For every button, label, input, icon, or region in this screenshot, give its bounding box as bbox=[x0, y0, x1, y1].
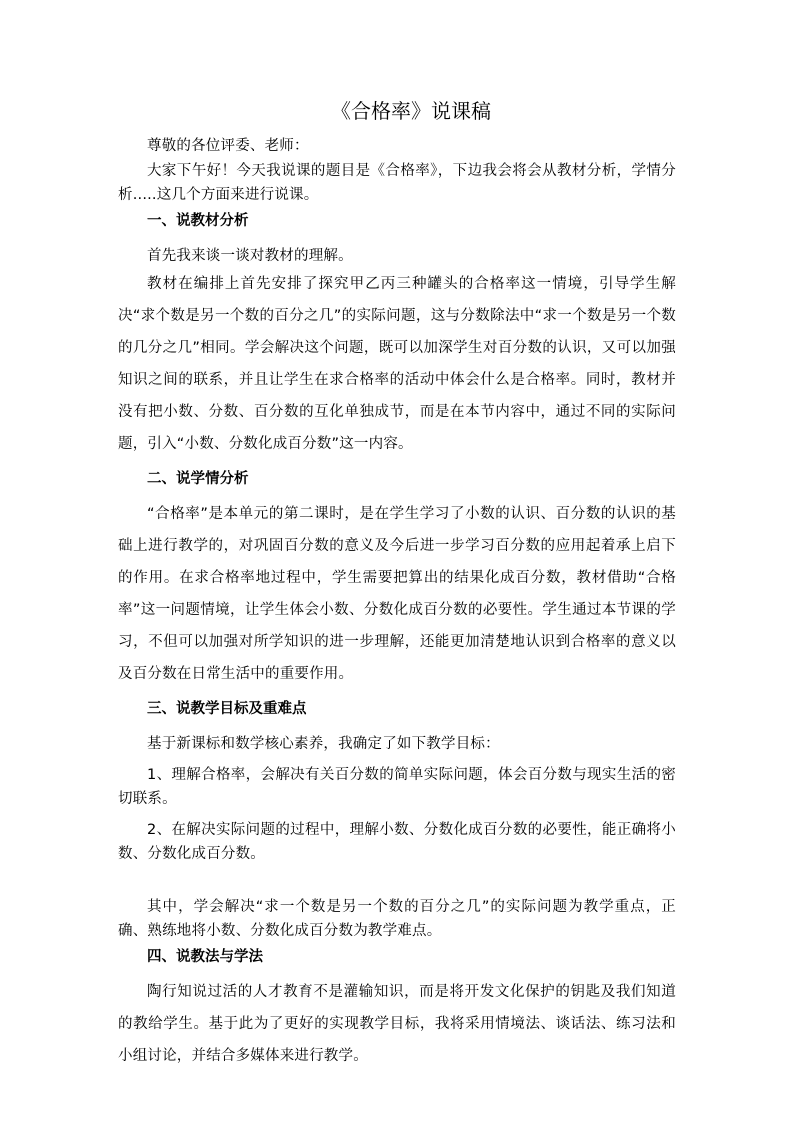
document-page bbox=[118, 96, 676, 1072]
section-heading-methods: 四、说教法与学法 bbox=[147, 948, 263, 965]
textbook-analysis-paragraph-2: 教材在编排上首先安排了探究甲乙丙三种罐头的合格率这一情境，引导学生解决“求个数是另一个数的百分之几”的实际问题，这与分数除法中“求一个数是另一个数的几分之几”相同。学会解决这个问题，既可以加深学生对百分数的认识，又可以加强知识之间的联系，并且让学生在求合格率的活动中体会什么是合格率。同时，教材并没有把小数、分数、百分数的互化单独成节，而是在本节内容中，通过不同的实际问题，引入“小数、分数化成百分数”这一内容。 bbox=[118, 276, 676, 452]
goal-item-1: 1、理解合格率，会解决有关百分数的简单实际问题，体会百分数与现实生活的密切联系。 bbox=[118, 766, 676, 807]
section-heading-goals: 三、说教学目标及重难点 bbox=[147, 701, 307, 717]
spacer bbox=[118, 867, 676, 895]
greeting-paragraph: 尊敬的各位评委、老师： bbox=[147, 138, 309, 154]
section-heading-student-analysis: 二、说学情分析 bbox=[147, 471, 249, 487]
spacer bbox=[118, 722, 676, 732]
methods-paragraph: 陶行知说过活的人才教育不是灌输知识，而是将开发文化保护的钥匙及我们知道的教给学生。基于此为了更好的实现教学目标，我将采用情境法、谈话法、练习法和小组讨论，并结合多媒体来进行教学。 bbox=[118, 983, 676, 1064]
intro-paragraph: 大家下午好！今天我说课的题目是《合格率》，下边我会将会从教材分析，学情分析.....这几个方面来进行说课。 bbox=[118, 162, 676, 203]
goal-item-2: 2、在解决实际问题的过程中，理解小数、分数化成百分数的必要性，能正确将小数、分数化成百分数。 bbox=[118, 821, 676, 862]
document-title: 《合格率》说课稿 bbox=[331, 99, 491, 123]
textbook-analysis-paragraph-1: 首先我来谈一谈对教材的理解。 bbox=[147, 247, 353, 264]
spacer bbox=[118, 234, 676, 244]
section-heading-textbook-analysis: 一、说教材分析 bbox=[147, 212, 249, 229]
key-points-paragraph: 其中，学会解决“求一个数是另一个数的百分之几”的实际问题为教学重点，正确、熟练地将小数、分数化成百分数为教学难点。 bbox=[118, 898, 676, 939]
student-analysis-paragraph: “合格率”是本单元的第二课时，是在学生学习了小数的认识、百分数的认识的基础上进行教学的，对巩固百分数的意义及今后进一步学习百分数的应用起着承上启下的作用。在求合格率地过程中，学生需要把算出的结果化成百分数，教材借助“合格率”这一问题情境，让学生体会小数、分数化成百分数的必要性。学生通过本节课的学习，不但可以加强对所学知识的进一步理解，还能更加清楚地认识到合格率的意义以及百分数在日常生活中的重要作用。 bbox=[118, 506, 676, 682]
goals-intro-paragraph: 基于新课标和数学核心素养，我确定了如下教学目标： bbox=[147, 736, 500, 752]
